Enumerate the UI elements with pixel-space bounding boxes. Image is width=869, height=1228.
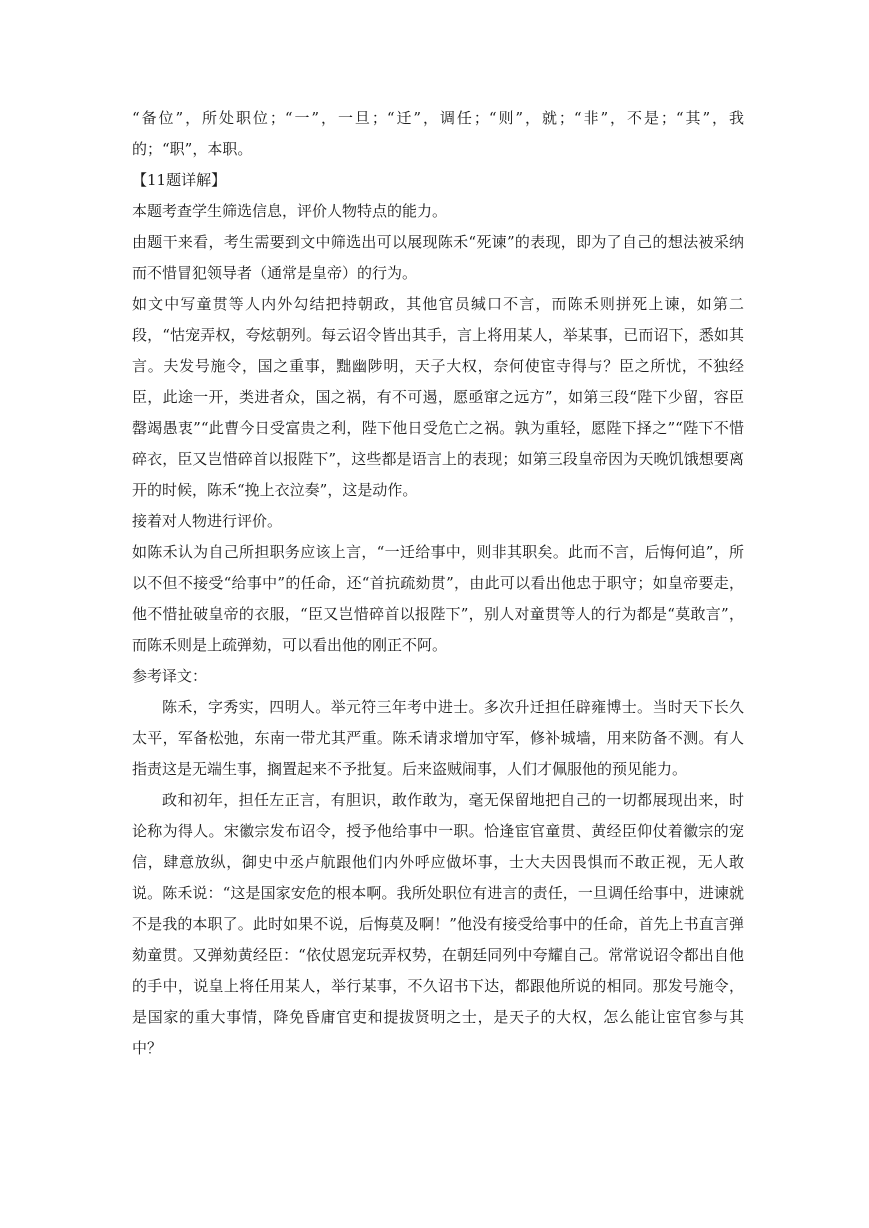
translation-heading: 参考译文： <box>132 667 208 685</box>
translation-paragraph-2: 政和初年，担任左正言，有胆识，敢作敢为，毫无保留地把自己的一切都展现出来，时论称为得人。宋徽宗发布诏令，授予他给事中一职。恰逢宦官童贯、黄经臣仰仗着徽宗的宠信，肆意放纵，御史中丞卢航跟他们内外呼应做坏事，士大夫因畏惧而不敢正视，无人敢说。陈禾说：“这是国家安危的根本啊。我所处职位有进言的责任，一旦调任给事中，进谏就不是我的本职了。此时如果不说，后悔莫及啊！”他没有接受给事中的任命，首先上书直言弹劾童贯。又弹劾黄经臣：“依仗恩宠玩弄权势，在朝廷同列中夸耀自己。常常说诏令都出自他的手中，说皇上将任用某人，举行某事，不久诏书下达，都跟他所说的相同。那发号施令，是国家的重大事情，降免昏庸官吏和提拔贤明之士，是天子的大权，怎么能让宦官参与其中？ <box>132 791 744 1057</box>
paragraph-question-intro: 本题考查学生筛选信息，评价人物特点的能力。 <box>132 202 448 220</box>
paragraph-analysis-1: 由题干来看，考生需要到文中筛选出可以展现陈禾“死谏”的表现，即为了自己的想法被采纳而不惜冒犯领导者（通常是皇帝）的行为。 <box>132 233 744 282</box>
translation-paragraph-1: 陈禾，字秀实，四明人。举元符三年考中进士。多次升迁担任辟雍博士。当时天下长久太平，军备松弛，东南一带尤其严重。陈禾请求增加守军，修补城墙，用来防备不测。有人指责这是无端生事，搁置起来不予批复。后来盗贼闹事，人们才佩服他的预见能力。 <box>132 698 744 778</box>
paragraph-word-glosses: “备位”，所处职位；“一”，一旦；“迁”，调任；“则”，就；“非”，不是；“其”，我的；“职”，本职。 <box>132 109 744 158</box>
paragraph-evaluation: 如陈禾认为自己所担职务应该上言，“一迁给事中，则非其职矣。此而不言，后悔何追”，所以不但不接受“给事中”的任命，还“首抗疏劾贯”，由此可以看出他忠于职守；如皇帝要走，他不惜扯破皇帝的衣服，“臣又岂惜碎首以报陛下”，别人对童贯等人的行为都是“莫敢言”，而陈禾则是上疏弹劾，可以看出他的刚正不阿。 <box>132 543 744 654</box>
document-body <box>132 103 744 1064</box>
paragraph-analysis-2: 如文中写童贯等人内外勾结把持朝政，其他官员缄口不言，而陈禾则拼死上谏，如第二段，“怙宠弄权，夸炫朝列。每云诏令皆出其手，言上将用某人，举某事，已而诏下，悉如其言。夫发号施令，国之重事，黜幽陟明，天子大权，奈何使宦寺得与？臣之所忧，不独经臣，此途一开，类进者众，国之祸，有不可遏，愿亟窜之远方”，如第三段“陛下少留，容臣罄竭愚衷”“此曹今日受富贵之利，陛下他日受危亡之祸。孰为重轻，愿陛下择之”“陛下不惜碎衣，臣又岂惜碎首以报陛下”，这些都是语言上的表现；如第三段皇帝因为天晚饥饿想要离开的时候，陈禾“挽上衣泣奏”，这是动作。 <box>132 295 744 499</box>
section-heading-q11: 【11题详解】 <box>132 171 227 189</box>
paragraph-evaluation-intro: 接着对人物进行评价。 <box>132 512 283 530</box>
